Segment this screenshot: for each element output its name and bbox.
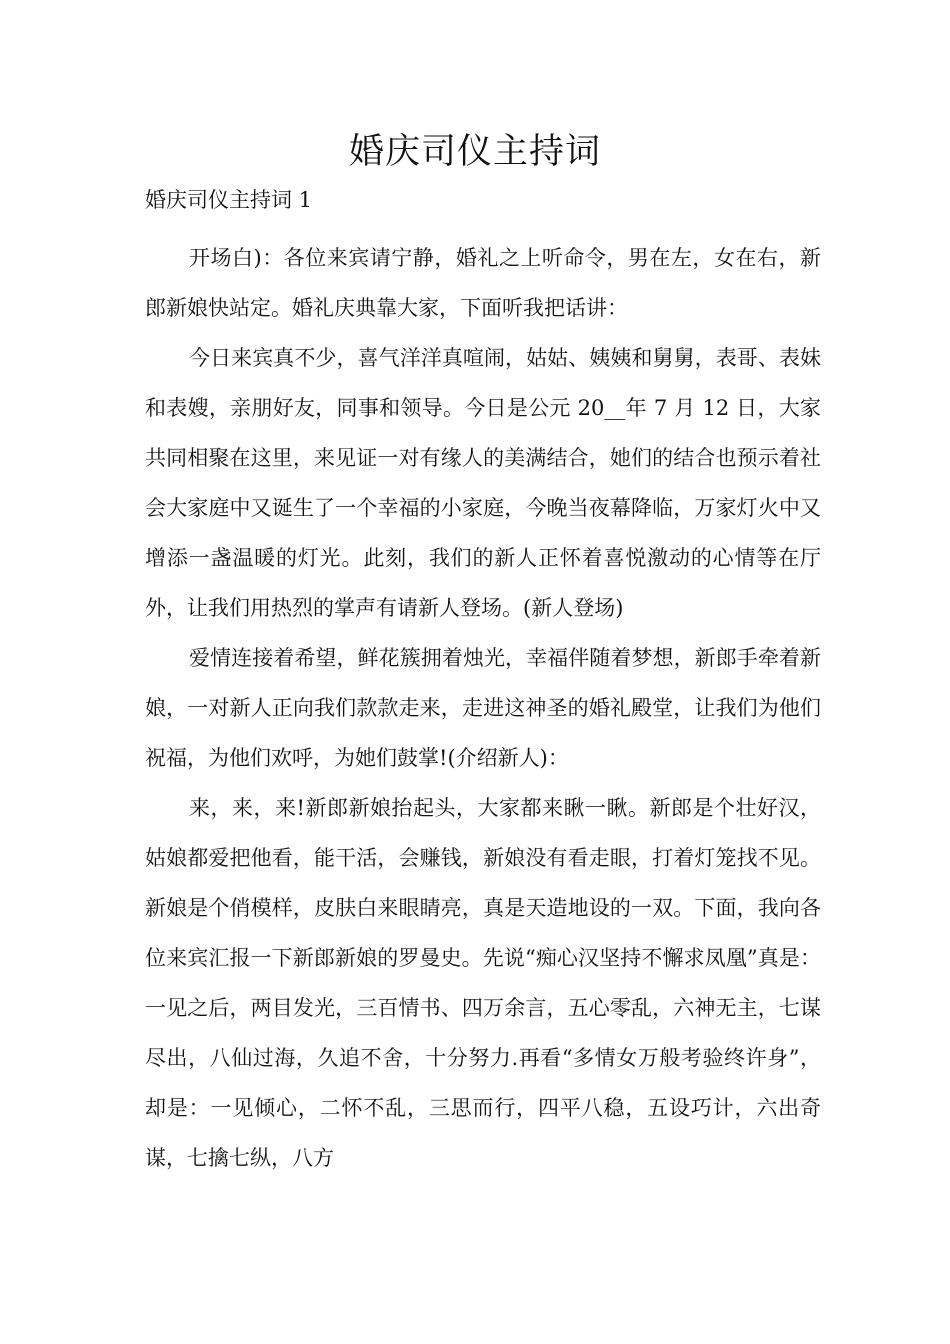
document-subtitle: 婚庆司仪主持词 1 xyxy=(145,188,313,212)
document-body xyxy=(145,233,821,1183)
document-title: 婚庆司仪主持词 xyxy=(348,132,601,172)
paragraph-opening: 开场白)：各位来宾请宁静，婚礼之上听命令，男在左，女在右，新郎新娘快站定。婚礼庆典靠大家，下面听我把话讲： xyxy=(145,246,821,320)
paragraph-guests: 今日来宾真不少，喜气洋洋真喧闹，姑姑、姨姨和舅舅，表哥、表妹和表嫂，亲朋好友，同事和领导。今日是公元 20__年 7 月 12 日，大家共同相聚在这里，来见证一对有缘人的美满结合，她们的结合也预示着社会大家庭中又诞生了一个幸福的小家庭，今晚当夜幕降临，万家灯火中又增添一盏温暖的灯光。此刻，我们的新人正怀着喜悦激动的心情等在厅外，让我们用热烈的掌声有请新人登场。(新人登场) xyxy=(145,346,821,620)
paragraph-entrance: 爱情连接着希望，鲜花簇拥着烛光，幸福伴随着梦想，新郎手牵着新娘，一对新人正向我们款款走来，走进这神圣的婚礼殿堂，让我们为他们祝福，为他们欢呼，为她们鼓掌!(介绍新人)： xyxy=(145,646,821,770)
paragraph-introduction: 来，来，来!新郎新娘抬起头，大家都来瞅一瞅。新郎是个壮好汉，姑娘都爱把他看，能干活，会赚钱，新娘没有看走眼，打着灯笼找不见。新娘是个俏模样，皮肤白来眼睛亮，真是天造地设的一双。下面，我向各位来宾汇报一下新郎新娘的罗曼史。先说“痴心汉坚持不懈求凤凰”真是：一见之后，两目发光，三百情书、四万余言，五心零乱，六神无主，七谋尽出，八仙过海，久追不舍，十分努力.再看“多情女万般考验终许身”，却是：一见倾心，二怀不乱，三思而行，四平八稳，五设巧计，六出奇谋，七擒七纵，八方 xyxy=(145,796,821,1170)
